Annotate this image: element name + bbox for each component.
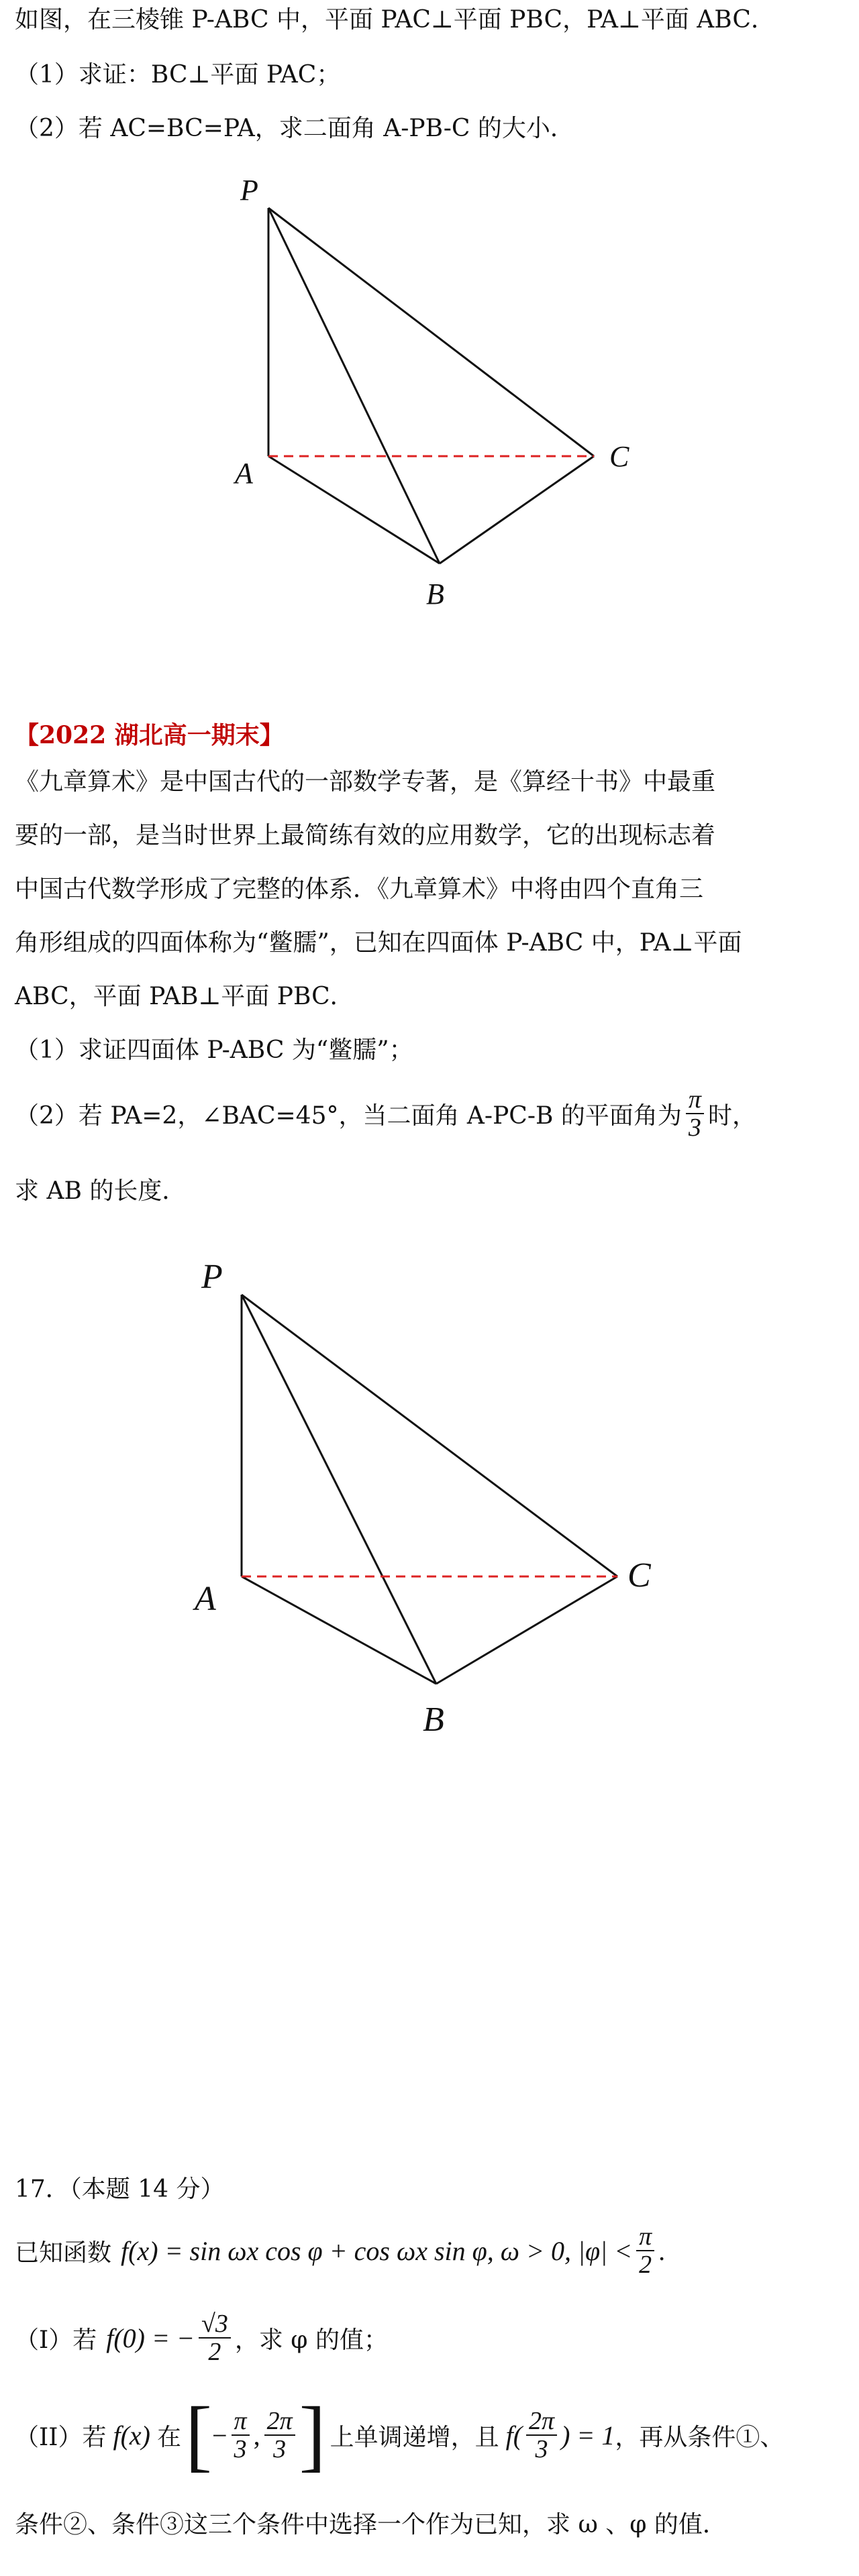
label-P: P (240, 174, 258, 207)
problem1-part1: （1）求证：BC⊥平面 PAC； (15, 61, 341, 89)
edge-BC (440, 456, 594, 564)
edge-PC (242, 1295, 617, 1576)
problem3-heading: 17．（本题 14 分） (15, 2176, 225, 2203)
problem1-intro: 如图，在三棱锥 P-ABC 中，平面 PAC⊥平面 PBC，PA⊥平面 ABC． (15, 6, 775, 34)
pi-over-2-fraction: $\frac{\pi}{2}$ (636, 2223, 654, 2278)
edge-PB (242, 1295, 436, 1684)
edge-AB (242, 1576, 436, 1684)
problem2-line-3: 中国古代数学形成了完整的体系．《九章算术》中将由四个直角三 (15, 875, 704, 903)
edge-BC (436, 1576, 617, 1684)
problem3-part2-line2: 条件②、条件③这三个条件中选择一个作为已知，求 ω 、φ 的值． (15, 2511, 727, 2538)
label-C: C (609, 440, 629, 473)
label-A: A (195, 1580, 216, 1618)
problem1-part2: （2）若 AC=BC=PA，求二面角 A-PB-C 的大小． (15, 115, 574, 142)
given-formula: f(x) = sin ωx cos φ + cos ωx sin φ, ω > 0, |φ| < (121, 2235, 633, 2266)
problem2-line-1: 《九章算术》是中国古代的一部数学专著，是《算经十书》中最重 (15, 768, 716, 796)
problem1-figure (201, 168, 711, 651)
label-C: C (627, 1556, 651, 1595)
problem2-line-2: 要的一部，是当时世界上最简练有效的应用数学，它的出现标志着 (15, 822, 716, 849)
interval-right-fraction: $\frac{2\pi}{3}$ (264, 2408, 295, 2463)
problem2-part2: （2）若 PA=2，∠BAC=45°，当二面角 A-PC-B 的平面角为 $\frac{\pi}{3}$ 时， (15, 1085, 756, 1142)
label-B: B (426, 578, 444, 610)
problem2-line-4: 角形组成的四面体称为“鳖臑”，已知在四面体 P-ABC 中，PA⊥平面 (15, 929, 742, 957)
sqrt3-over-2-fraction: $\frac{√3}{2}$ (199, 2310, 231, 2365)
label-B: B (423, 1701, 444, 1739)
problem2-figure (174, 1241, 685, 1764)
edge-PC (268, 208, 594, 456)
right-bracket: ] (299, 2390, 326, 2479)
problem3-given: 已知函数 f(x) = sin ωx cos φ + cos ωx sin φ, ω > 0, |φ| < $\frac{\pi}{2}$ . (15, 2222, 666, 2279)
problem3-part1: （I）若 f(0) = − $\frac{√3}{2}$ ，求 φ 的值； (15, 2310, 388, 2366)
problem2-line-5: ABC，平面 PAB⊥平面 PBC． (15, 983, 354, 1010)
label-A: A (235, 457, 253, 490)
left-bracket: [ (185, 2390, 212, 2479)
two-pi-over-3-fraction: $\frac{2\pi}{3}$ (526, 2408, 557, 2463)
problem2-part1: （1）求证四面体 P-ABC 为“鳖臑”； (15, 1036, 413, 1064)
interval-left-fraction: $\frac{\pi}{3}$ (232, 2408, 250, 2463)
problem3-part2: （II）若 f(x) 在 [ − $\frac{\pi}{3}$ , $\frac{2\pi}{3}$ ] 上单调递增，且 f( $\frac{2\pi}{3}$ ) = 1 ，再从条件①、 (15, 2390, 785, 2479)
problem2-part2-line2: 求 AB 的长度． (15, 1177, 187, 1205)
problem2-source: 【2022 湖北高一期末】 (15, 721, 284, 749)
pi-over-3-fraction: $\frac{\pi}{3}$ (686, 1086, 704, 1141)
problem2-part2-text: （2）若 PA=2，∠BAC=45°，当二面角 A-PC-B 的平面角为 (15, 1102, 682, 1130)
label-P: P (201, 1258, 223, 1296)
